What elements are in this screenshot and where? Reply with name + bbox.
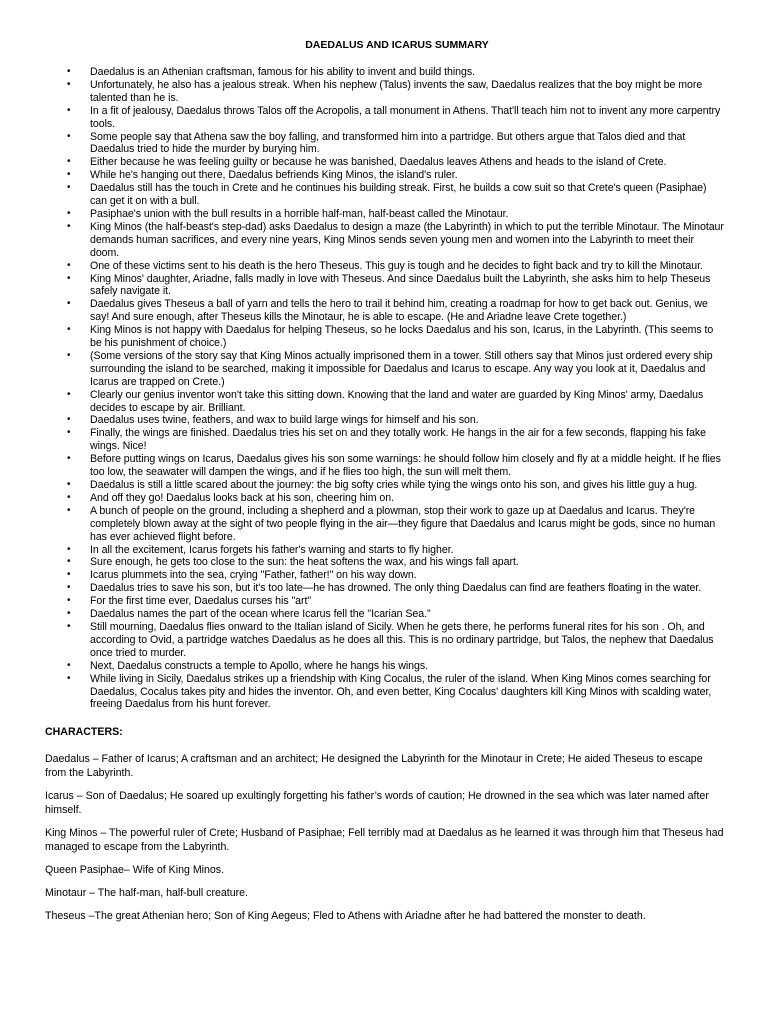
bullet-icon: • — [67, 491, 71, 503]
characters-heading: CHARACTERS: — [45, 726, 123, 739]
summary-bullet-item — [45, 505, 725, 544]
bullet-text: And off they go! Daedalus looks back at his son, cheering him on. — [90, 491, 394, 504]
bullet-text: Sure enough, he gets too close to the sun: the heat softens the wax, and his wings fall apart. — [90, 556, 519, 569]
character-entry: Theseus –The great Athenian hero; Son of King Aegeus; Fled to Athens with Ariadne after he had battered the monster to death. — [45, 910, 646, 923]
summary-bullet-item — [45, 673, 725, 712]
bullet-text: King Minos (the half-beast's step-dad) asks Daedalus to design a maze (the Labyrinth) in which to put the terrible Minotaur. The Minotaur demands human sacrifices, and every nine years, King Minos sends seven young men and women into the Labyrinth to meet their doom. — [90, 220, 724, 259]
bullet-text: Daedalus names the part of the ocean where Icarus fell the "Icarian Sea." — [90, 608, 431, 621]
summary-bullet-item — [45, 453, 725, 479]
bullet-text: Next, Daedalus constructs a temple to Apollo, where he hangs his wings. — [90, 659, 428, 672]
bullet-text: Either because he was feeling guilty or because he was banished, Daedalus leaves Athens and heads to the island of Crete. — [90, 156, 667, 169]
bullet-text: For the first time ever, Daedalus curses his "art" — [90, 595, 312, 608]
bullet-text: A bunch of people on the ground, including a shepherd and a plowman, stop their work to gaze up at Daedalus and Icarus. They're completely blown away at the sight of two people flying in the air—they figure that Daedalus and Icarus might be gods, since no human has ever achieved flight before. — [90, 504, 716, 543]
bullet-icon: • — [67, 169, 71, 181]
summary-bullet-item — [45, 66, 725, 79]
bullet-icon: • — [67, 479, 71, 490]
bullet-icon: • — [67, 388, 71, 400]
bullet-text: Daedalus gives Theseus a ball of yarn and tells the hero to trail it behind him, creating a roadmap for how to get back out. Genius, we say! And sure enough, after Theseus kills the Minotaur, he is able to escape. (He and Ariadne leave Crete together.) — [90, 298, 708, 324]
bullet-text: King Minos is not happy with Daedalus for helping Theseus, so he locks Daedalus and his son, Icarus, in the Labyrinth. (This seems to be his punishment of choice.) — [90, 324, 714, 350]
bullet-icon: • — [67, 659, 71, 671]
bullet-text: Before putting wings on Icarus, Daedalus gives his son some warnings: he should follow him closely and fly at a middle height. If he flies too low, the seawater will dampen the wings, and if he flies too high, the sun will melt them. — [90, 453, 721, 479]
character-entry: Minotaur – The half-man, half-bull creature. — [45, 887, 248, 900]
summary-bullet-item — [45, 389, 725, 415]
bullet-icon: • — [67, 156, 71, 168]
summary-bullet-item — [45, 492, 725, 505]
summary-bullet-item — [45, 79, 725, 105]
summary-bullet-item — [45, 595, 725, 608]
bullet-icon: • — [67, 672, 71, 684]
bullet-text: While he's hanging out there, Daedalus befriends King Minos, the island's ruler. — [90, 169, 458, 182]
summary-bullet-item — [45, 556, 725, 569]
bullet-icon: • — [67, 207, 71, 219]
summary-bullet-item — [45, 131, 725, 157]
bullet-text: Pasiphae's union with the bull results in a horrible half-man, half-beast called the Minotaur. — [90, 207, 509, 220]
bullet-icon: • — [67, 78, 71, 90]
bullet-icon: • — [67, 427, 71, 439]
bullet-icon: • — [67, 259, 71, 271]
bullet-text: In all the excitement, Icarus forgets his father's warning and starts to fly higher. — [90, 543, 454, 556]
bullet-text: Some people say that Athena saw the boy falling, and transformed him into a partridge. But others argue that Talos died and that Daedalus tried to hide the murder by burying him. — [90, 130, 686, 156]
bullet-icon: • — [67, 182, 71, 194]
summary-bullet-item — [45, 582, 725, 595]
bullet-icon: • — [67, 620, 71, 632]
summary-bullet-item — [45, 298, 725, 324]
bullet-icon: • — [67, 608, 71, 620]
bullet-icon: • — [67, 569, 71, 581]
character-entry: Queen Pasiphae– Wife of King Minos. — [45, 864, 225, 877]
bullet-icon: • — [67, 349, 71, 361]
summary-bullet-item — [45, 350, 725, 389]
summary-bullet-item — [45, 621, 725, 660]
bullet-text: Daedalus still has the touch in Crete and he continues his building streak. First, he builds a cow suit so that Crete's queen (Pasiphae) can get it on with a bull. — [90, 182, 707, 208]
bullet-icon: • — [67, 220, 71, 232]
bullet-icon: • — [67, 414, 71, 426]
summary-bullet-item — [45, 324, 725, 350]
bullet-text: Daedalus is still a little scared about the journey: the big softy cries while tying the wings onto his son, and gives his little guy a hug. — [90, 479, 698, 491]
summary-bullet-list — [45, 66, 725, 711]
summary-bullet-item — [45, 660, 725, 673]
character-entry: King Minos – The powerful ruler of Crete; Husband of Pasiphae; Fell terribly mad at Daedalus as he learned it was through him that Theseus had managed to escape from the Labyrinth. — [45, 827, 724, 854]
character-entry: Icarus – Son of Daedalus; He soared up exultingly forgetting his father’s words of caution; He drowned in the sea which was later named after himself. — [45, 790, 709, 817]
summary-bullet-item — [45, 427, 725, 453]
bullet-icon: • — [67, 504, 71, 516]
page-title: DAEDALUS AND ICARUS SUMMARY — [305, 39, 489, 51]
summary-bullet-item — [45, 414, 725, 427]
bullet-text: King Minos' daughter, Ariadne, falls madly in love with Theseus. And since Daedalus built the Labyrinth, she asks him to help Theseus safely navigate it. — [90, 272, 711, 298]
bullet-icon: • — [67, 104, 71, 116]
summary-bullet-item — [45, 105, 725, 131]
bullet-text: Daedalus uses twine, feathers, and wax to build large wings for himself and his son. — [90, 414, 479, 427]
summary-bullet-item — [45, 182, 725, 208]
bullet-icon: • — [67, 556, 71, 568]
bullet-icon: • — [67, 595, 71, 607]
summary-bullet-item — [45, 156, 725, 169]
bullet-icon: • — [67, 130, 71, 142]
bullet-text: (Some versions of the story say that King Minos actually imprisoned them in a tower. Still others say that Minos just ordered every ship surrounding the island to be searched, making it impossible for Daedalus and Icarus to escape. Any way you look at it, Daedalus and Icarus are trapped on Crete.) — [90, 349, 713, 388]
bullet-icon: • — [67, 66, 71, 77]
bullet-text: While living in Sicily, Daedalus strikes up a friendship with King Cocalus, the ruler of the island. When King Minos comes searching for Daedalus, Cocalus takes pity and hides the inventor. Oh, and even better, King Cocalus' daughters kill King Minos with scalding water, freeing Daedalus from his hunt forever. — [90, 672, 712, 711]
bullet-icon: • — [67, 298, 71, 310]
bullet-text: In a fit of jealousy, Daedalus throws Talos off the Acropolis, a tall monument in Athens. That'll teach him not to invent any more carpentry tools. — [90, 104, 721, 130]
bullet-text: Unfortunately, he also has a jealous streak. When his nephew (Talus) invents the saw, Daedalus realizes that the boy might be more talented than he is. — [90, 78, 703, 104]
bullet-icon: • — [67, 453, 71, 465]
bullet-text: One of these victims sent to his death is the hero Theseus. This guy is tough and he decides to fight back and try to kill the Minotaur. — [90, 259, 703, 272]
summary-bullet-item — [45, 569, 725, 582]
bullet-text: Still mourning, Daedalus flies onward to the Italian island of Sicily. When he gets there, he performs funeral rites for his son . Oh, and according to Ovid, a partridge watches Daedalus as he does all this. This is no ordinary partridge, but Talos, the nephew that Daedalus once tried to murder. — [90, 620, 714, 659]
summary-bullet-item — [45, 260, 725, 273]
summary-bullet-item — [45, 273, 725, 299]
summary-bullet-item — [45, 221, 725, 260]
bullet-icon: • — [67, 543, 71, 555]
bullet-text: Clearly our genius inventor won't take this sitting down. Knowing that the land and water are guarded by King Minos' army, Daedalus decides to escape by air. Brilliant. — [90, 388, 704, 414]
bullet-icon: • — [67, 272, 71, 284]
bullet-text: Icarus plummets into the sea, crying "Father, father!" on his way down. — [90, 569, 417, 582]
bullet-icon: • — [67, 582, 71, 594]
bullet-text: Daedalus tries to save his son, but it's too late—he has drowned. The only thing Daedalus can find are feathers floating in the water. — [90, 582, 702, 595]
summary-bullet-item — [45, 544, 725, 557]
bullet-text: Daedalus is an Athenian craftsman, famous for his ability to invent and build things. — [90, 66, 475, 78]
document-page — [45, 38, 725, 932]
summary-bullet-item — [45, 208, 725, 221]
characters-list — [45, 752, 725, 923]
summary-bullet-item — [45, 169, 725, 182]
summary-bullet-item — [45, 479, 725, 492]
character-entry: Daedalus – Father of Icarus; A craftsman and an architect; He designed the Labyrinth for the Minotaur in Crete; He aided Theseus to escape from the Labyrinth. — [45, 753, 703, 780]
summary-bullet-item — [45, 608, 725, 621]
bullet-text: Finally, the wings are finished. Daedalus tries his set on and they totally work. He hangs in the air for a few seconds, flapping his fake wings. Nice! — [90, 427, 706, 453]
bullet-icon: • — [67, 324, 71, 336]
